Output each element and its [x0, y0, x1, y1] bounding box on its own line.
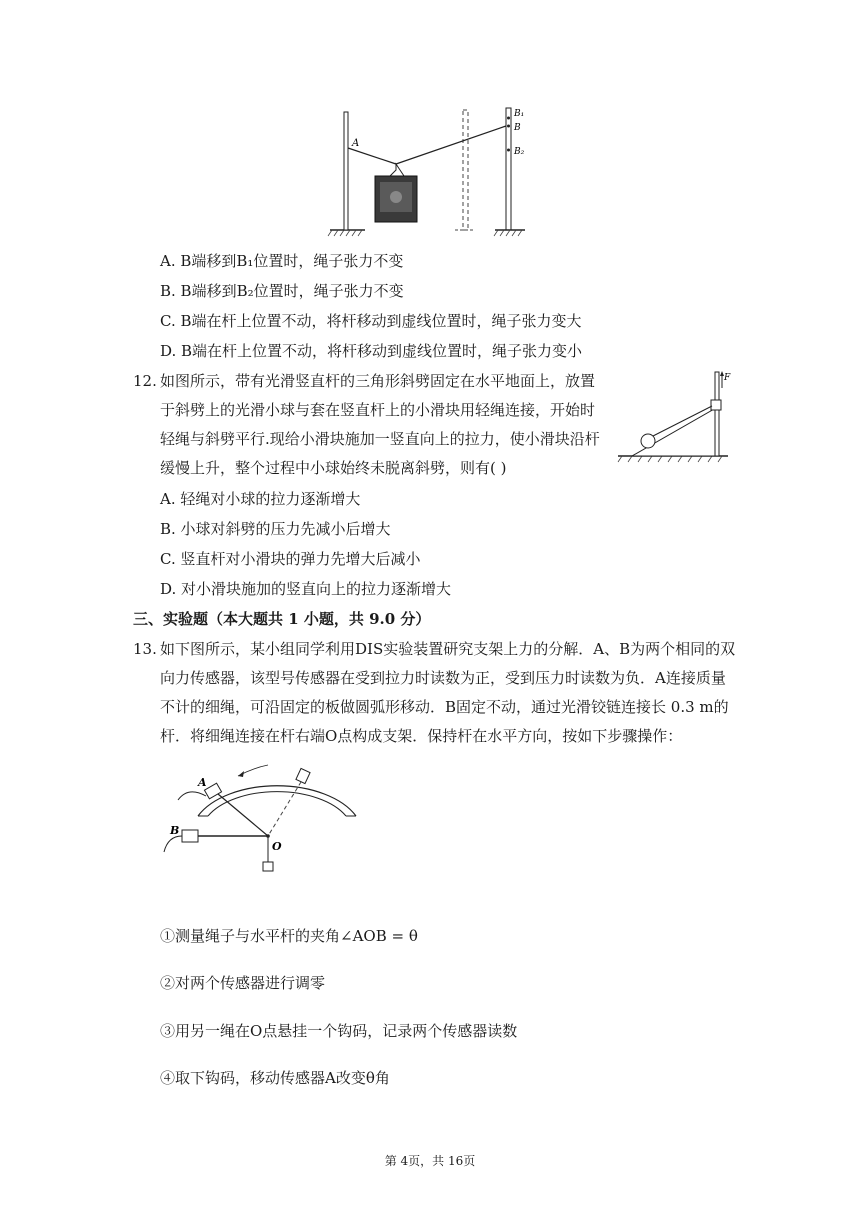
figure-wedge-rod — [612, 368, 732, 468]
fig11-label-B1: B₁ — [514, 109, 525, 119]
figure-dis-support — [158, 756, 368, 876]
q12-stem-line-4: 缓慢上升，整个过程中小球始终未脱离斜劈，则有( ) — [160, 459, 507, 477]
q13-figure-label-O: O — [272, 840, 282, 853]
q12-stem-line-1: 如图所示，带有光滑竖直杆的三角形斜劈固定在水平地面上，放置 — [160, 372, 596, 390]
q12-option-b: B. 小球对斜劈的压力先减小后增大 — [160, 520, 391, 538]
fig11-label-A: A — [352, 138, 360, 149]
q13-number: 13. — [133, 640, 157, 658]
figure-rope-poles — [320, 100, 550, 240]
q13-step-1: ①测量绳子与水平杆的夹角∠AOB = θ — [160, 927, 418, 945]
fig11-label-B: B — [514, 123, 521, 133]
q13-stem-line-2: 向力传感器，该型号传感器在受到拉力时读数为正，受到压力时读数为负．A连接质量 — [160, 669, 726, 687]
q12-stem-line-2: 于斜劈上的光滑小球与套在竖直杆上的小滑块用轻绳连接，开始时 — [160, 401, 596, 419]
q12-option-a: A. 轻绳对小球的拉力逐渐增大 — [160, 490, 361, 508]
q12-figure-label-F: F — [724, 373, 731, 383]
q13-step-4: ④取下钩码，移动传感器A改变θ角 — [160, 1069, 390, 1087]
q11-option-c: C. B端在杆上位置不动，将杆移动到虚线位置时，绳子张力变大 — [160, 312, 582, 330]
q13-figure-label-A: A — [198, 776, 207, 789]
fig11-label-B2: B₂ — [514, 147, 525, 157]
page-footer: 第 4页，共 16页 — [384, 1154, 476, 1168]
q12-stem-line-3: 轻绳与斜劈平行.现给小滑块施加一竖直向上的拉力，使小滑块沿杆 — [160, 430, 600, 448]
q13-step-2: ②对两个传感器进行调零 — [160, 974, 326, 992]
q11-option-a: A. B端移到B₁位置时，绳子张力不变 — [160, 252, 404, 270]
q12-option-d: D. 对小滑块施加的竖直向上的拉力逐渐增大 — [160, 580, 452, 598]
q11-option-d: D. B端在杆上位置不动，将杆移动到虚线位置时，绳子张力变小 — [160, 342, 583, 360]
q12-option-c: C. 竖直杆对小滑块的弹力先增大后减小 — [160, 550, 421, 568]
q11-option-b: B. B端移到B₂位置时，绳子张力不变 — [160, 282, 404, 300]
q13-stem-line-3: 不计的细绳，可沿固定的板做圆弧形移动．B固定不动，通过光滑铰链连接长 0.3 m的 — [160, 698, 729, 716]
q13-stem-line-4: 杆．将细绳连接在杆右端O点构成支架．保持杆在水平方向，按如下步骤操作： — [160, 727, 683, 745]
section-heading: 三、实验题（本大题共 1 小题，共 9.0 分） — [133, 610, 431, 628]
q13-stem-line-1: 如下图所示，某小组同学利用DIS实验装置研究支架上力的分解．A、B为两个相同的双 — [160, 640, 736, 658]
q12-number: 12. — [133, 372, 157, 390]
q13-figure-label-B: B — [170, 824, 180, 837]
q13-step-3: ③用另一绳在O点悬挂一个钩码，记录两个传感器读数 — [160, 1022, 518, 1040]
